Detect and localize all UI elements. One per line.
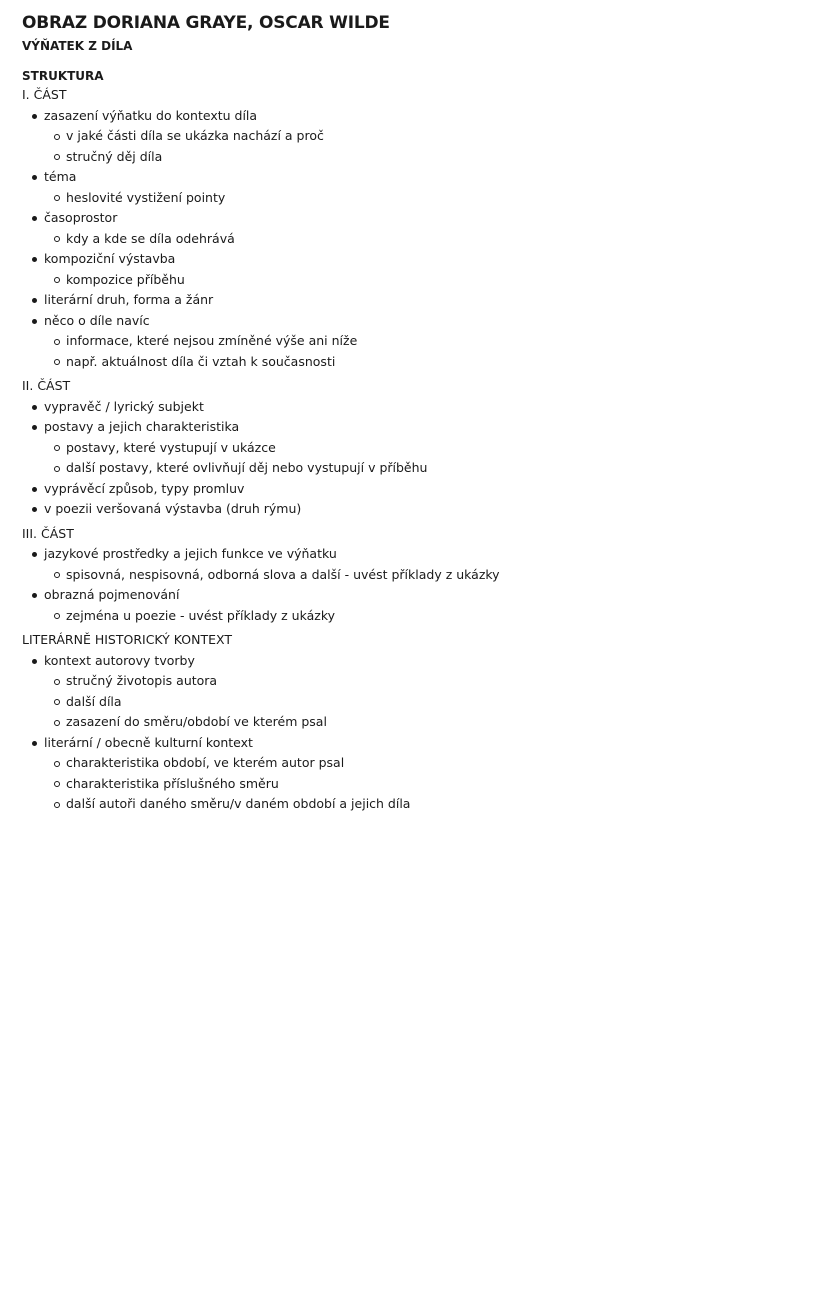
sub-bullet-list (44, 671, 806, 733)
sub-list-item: v jaké části díla se ukázka nachází a proč (66, 126, 806, 147)
sub-list-item: spisovná, nespisovná, odborná slova a další - uvést příklady z ukázky (66, 565, 806, 586)
list-item-label: téma (44, 169, 77, 184)
section (22, 376, 806, 520)
sub-bullet-list (44, 270, 806, 291)
list-item (44, 249, 806, 290)
document-title: OBRAZ DORIANA GRAYE, OSCAR WILDE (22, 13, 390, 33)
list-item-label: obrazná pojmenování (44, 587, 180, 602)
list-item-label: zasazení výňatku do kontextu díla (44, 107, 258, 123)
sub-list-item: charakteristika příslušného směru (66, 774, 806, 795)
list-item (44, 311, 806, 373)
list-item (44, 397, 806, 418)
section (22, 630, 806, 815)
list-item (44, 585, 806, 626)
section (22, 85, 806, 372)
list-item (44, 167, 806, 208)
bullet-list (22, 651, 806, 815)
list-item (44, 651, 806, 733)
sub-bullet-list (44, 565, 806, 586)
sub-list-item: zasazení do směru/období ve kterém psal (66, 712, 806, 733)
list-item-label: kontext autorovy tvorby (44, 652, 195, 668)
sub-list-item: informace, které nejsou zmíněné výše ani níže (66, 331, 806, 352)
bullet-list (22, 106, 806, 373)
section-heading: II. ČÁST (22, 378, 71, 393)
sub-list-item: postavy, které vystupují v ukázce (66, 438, 806, 459)
sections-container (22, 85, 806, 815)
sub-bullet-list (44, 606, 806, 627)
list-item (44, 290, 806, 311)
list-item-label: literární druh, forma a žánr (44, 292, 214, 307)
sub-list-item: kdy a kde se díla odehrává (66, 229, 806, 250)
section-heading: I. ČÁST (22, 87, 67, 102)
list-item (44, 417, 806, 479)
sub-list-item: další postavy, které ovlivňují děj nebo vystupují v příběhu (66, 458, 806, 479)
list-item-label: literární / obecně kulturní kontext (44, 734, 253, 750)
sub-bullet-list (44, 753, 806, 815)
sub-list-item: charakteristika období, ve kterém autor psal (66, 753, 806, 774)
list-item-label: vyprávěcí způsob, typy promluv (44, 480, 245, 496)
sub-bullet-list (44, 188, 806, 209)
document-subtitle: VÝŇATEK Z DÍLA (22, 39, 133, 53)
list-item (44, 544, 806, 585)
sub-list-item: stručný životopis autora (66, 671, 806, 692)
sub-list-item: stručný děj díla (66, 147, 806, 168)
sub-list-item: heslovité vystižení pointy (66, 188, 806, 209)
sub-bullet-list (44, 229, 806, 250)
section-heading: III. ČÁST (22, 525, 74, 541)
list-item-label: postavy a jejich charakteristika (44, 419, 240, 434)
section (22, 524, 806, 627)
structure-heading: STRUKTURA (22, 69, 104, 83)
list-item-label: jazykové prostředky a jejich funkce ve výňatku (44, 546, 337, 561)
sub-bullet-list (44, 438, 806, 479)
list-item (44, 733, 806, 815)
list-item (44, 106, 806, 168)
bullet-list (22, 397, 806, 520)
list-item-label: vypravěč / lyrický subjekt (44, 398, 204, 414)
list-item-label: časoprostor (44, 210, 118, 225)
sub-list-item: další díla (66, 692, 806, 713)
section-heading: LITERÁRNĚ HISTORICKÝ KONTEXT (22, 632, 232, 647)
list-item-label: v poezii veršovaná výstavba (druh rýmu) (44, 501, 302, 516)
sub-list-item: kompozice příběhu (66, 270, 806, 291)
sub-list-item: např. aktuálnost díla či vztah k současnosti (66, 352, 806, 373)
list-item (44, 479, 806, 500)
bullet-list (22, 544, 806, 626)
list-item-label: něco o díle navíc (44, 312, 150, 328)
sub-list-item: další autoři daného směru/v daném období a jejich díla (66, 794, 806, 815)
list-item (44, 208, 806, 249)
sub-bullet-list (44, 331, 806, 372)
list-item (44, 499, 806, 520)
sub-list-item: zejména u poezie - uvést příklady z ukázky (66, 606, 806, 627)
list-item-label: kompoziční výstavba (44, 251, 176, 266)
sub-bullet-list (44, 126, 806, 167)
